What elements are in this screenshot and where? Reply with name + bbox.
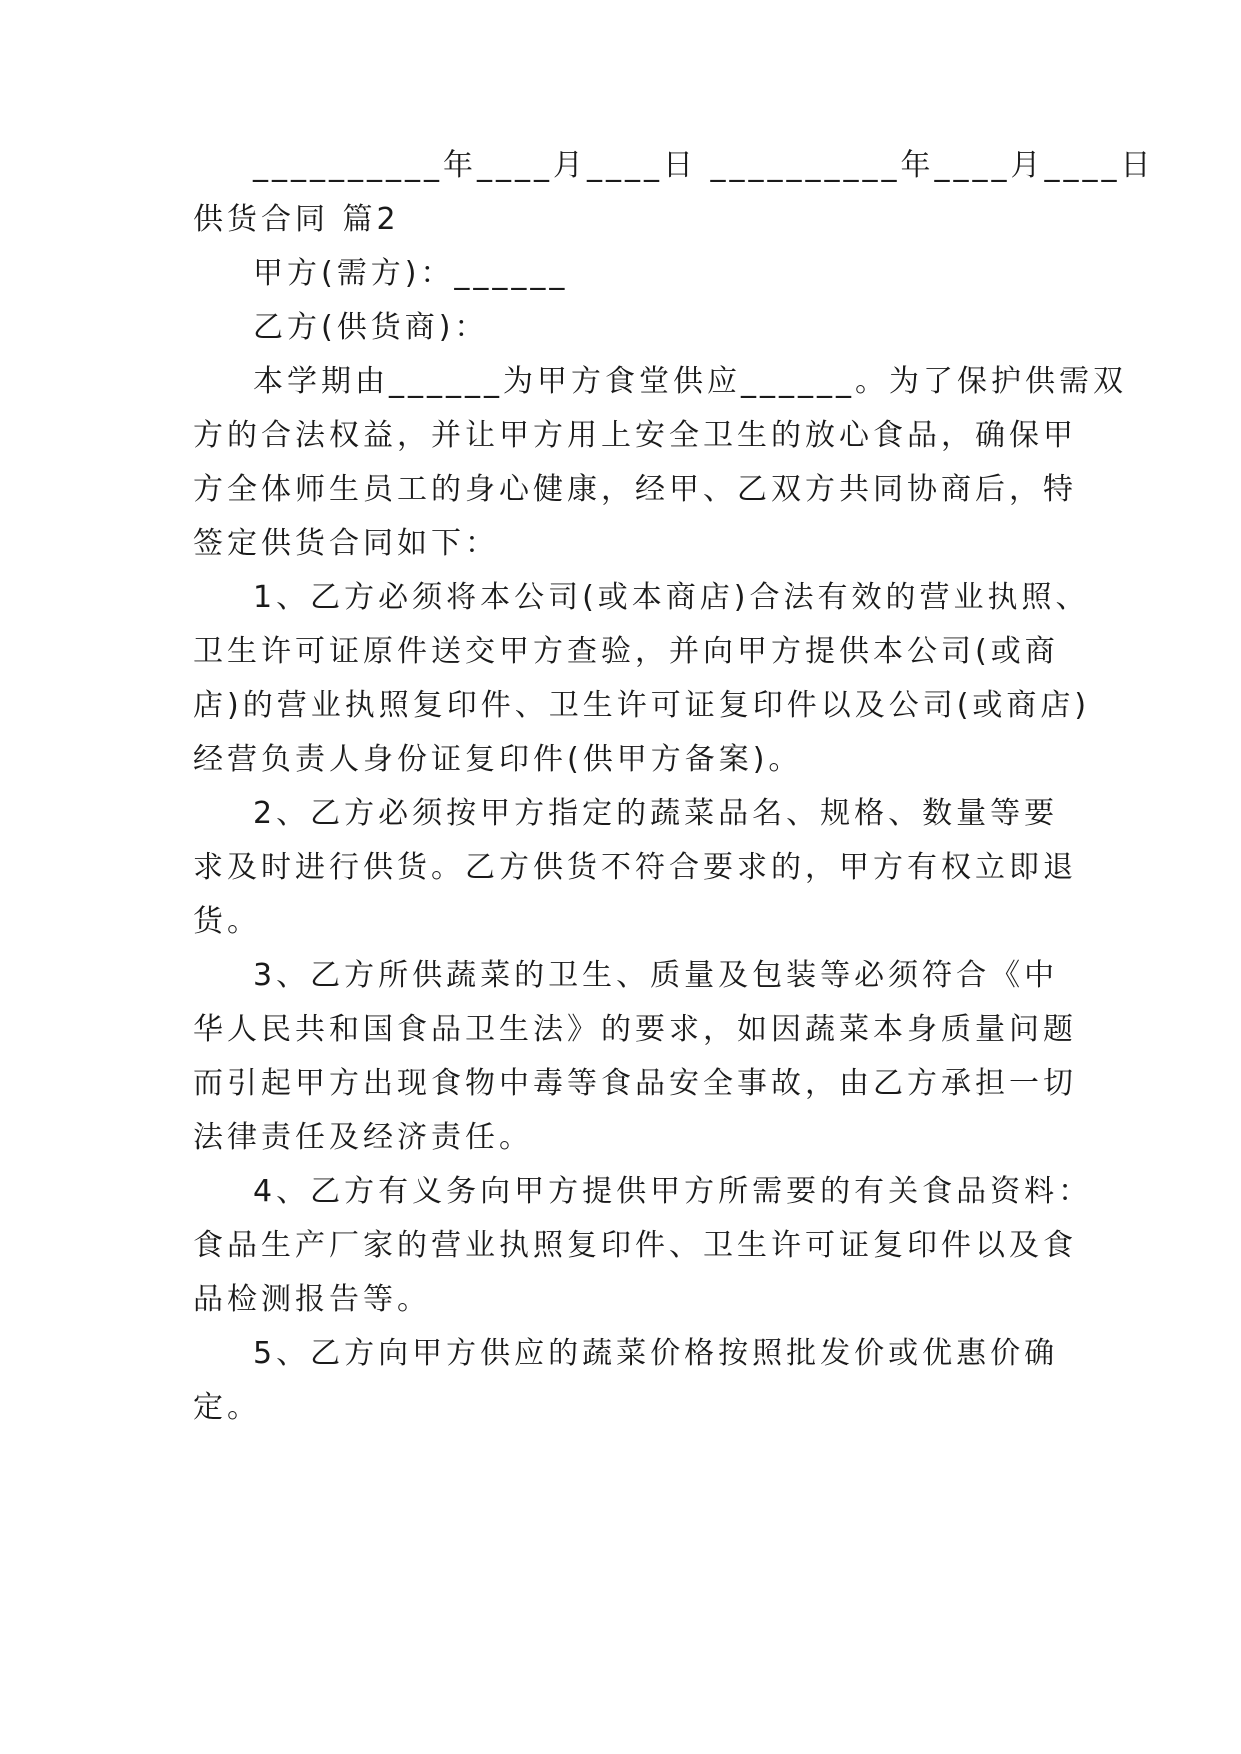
clause-1-line: 经营负责人身份证复印件(供甲方备案)。 xyxy=(193,742,803,777)
intro-paragraph-line: 方的合法权益，并让甲方用上安全卫生的放心食品，确保甲 xyxy=(193,418,1077,453)
clause-3-line: 法律责任及经济责任。 xyxy=(193,1120,533,1155)
clause-4-line: 品检测报告等。 xyxy=(193,1282,431,1317)
clause-2-line: 2、乙方必须按甲方指定的蔬菜品名、规格、数量等要 xyxy=(253,796,1059,831)
clause-3-line: 而引起甲方出现食物中毒等食品安全事故，由乙方承担一切 xyxy=(193,1066,1077,1101)
party-b-line: 乙方(供货商)： xyxy=(253,310,489,345)
intro-paragraph-line: 方全体师生员工的身心健康，经甲、乙双方共同协商后，特 xyxy=(193,472,1077,507)
clause-4-line: 4、乙方有义务向甲方提供甲方所需要的有关食品资料： xyxy=(253,1174,1093,1209)
clause-2-line: 求及时进行供货。乙方供货不符合要求的，甲方有权立即退 xyxy=(193,850,1077,885)
clause-5-line: 5、乙方向甲方供应的蔬菜价格按照批发价或优惠价确 xyxy=(253,1336,1059,1371)
clause-3-line: 华人民共和国食品卫生法》的要求，如因蔬菜本身质量问题 xyxy=(193,1012,1077,1047)
intro-paragraph-line: 签定供货合同如下： xyxy=(193,526,499,561)
clause-3-line: 3、乙方所供蔬菜的卫生、质量及包装等必须符合《中 xyxy=(253,958,1059,993)
intro-paragraph-line: 本学期由______为甲方食堂供应______。为了保护供需双 xyxy=(253,364,1127,399)
clause-1-line: 店)的营业执照复印件、卫生许可证复印件以及公司(或商店) xyxy=(193,688,1091,723)
clause-1-line: 1、乙方必须将本公司(或本商店)合法有效的营业执照、 xyxy=(253,580,1090,615)
party-a-line: 甲方(需方)：______ xyxy=(253,256,569,291)
clause-1-line: 卫生许可证原件送交甲方查验，并向甲方提供本公司(或商 xyxy=(193,634,1059,669)
clause-4-line: 食品生产厂家的营业执照复印件、卫生许可证复印件以及食 xyxy=(193,1228,1077,1263)
clause-2-line: 货。 xyxy=(193,904,261,939)
clause-5-line: 定。 xyxy=(193,1390,261,1425)
signature-date-line: __________年____月____日 __________年____月____日 xyxy=(253,148,1155,183)
section-title: 供货合同 篇2 xyxy=(193,202,400,237)
